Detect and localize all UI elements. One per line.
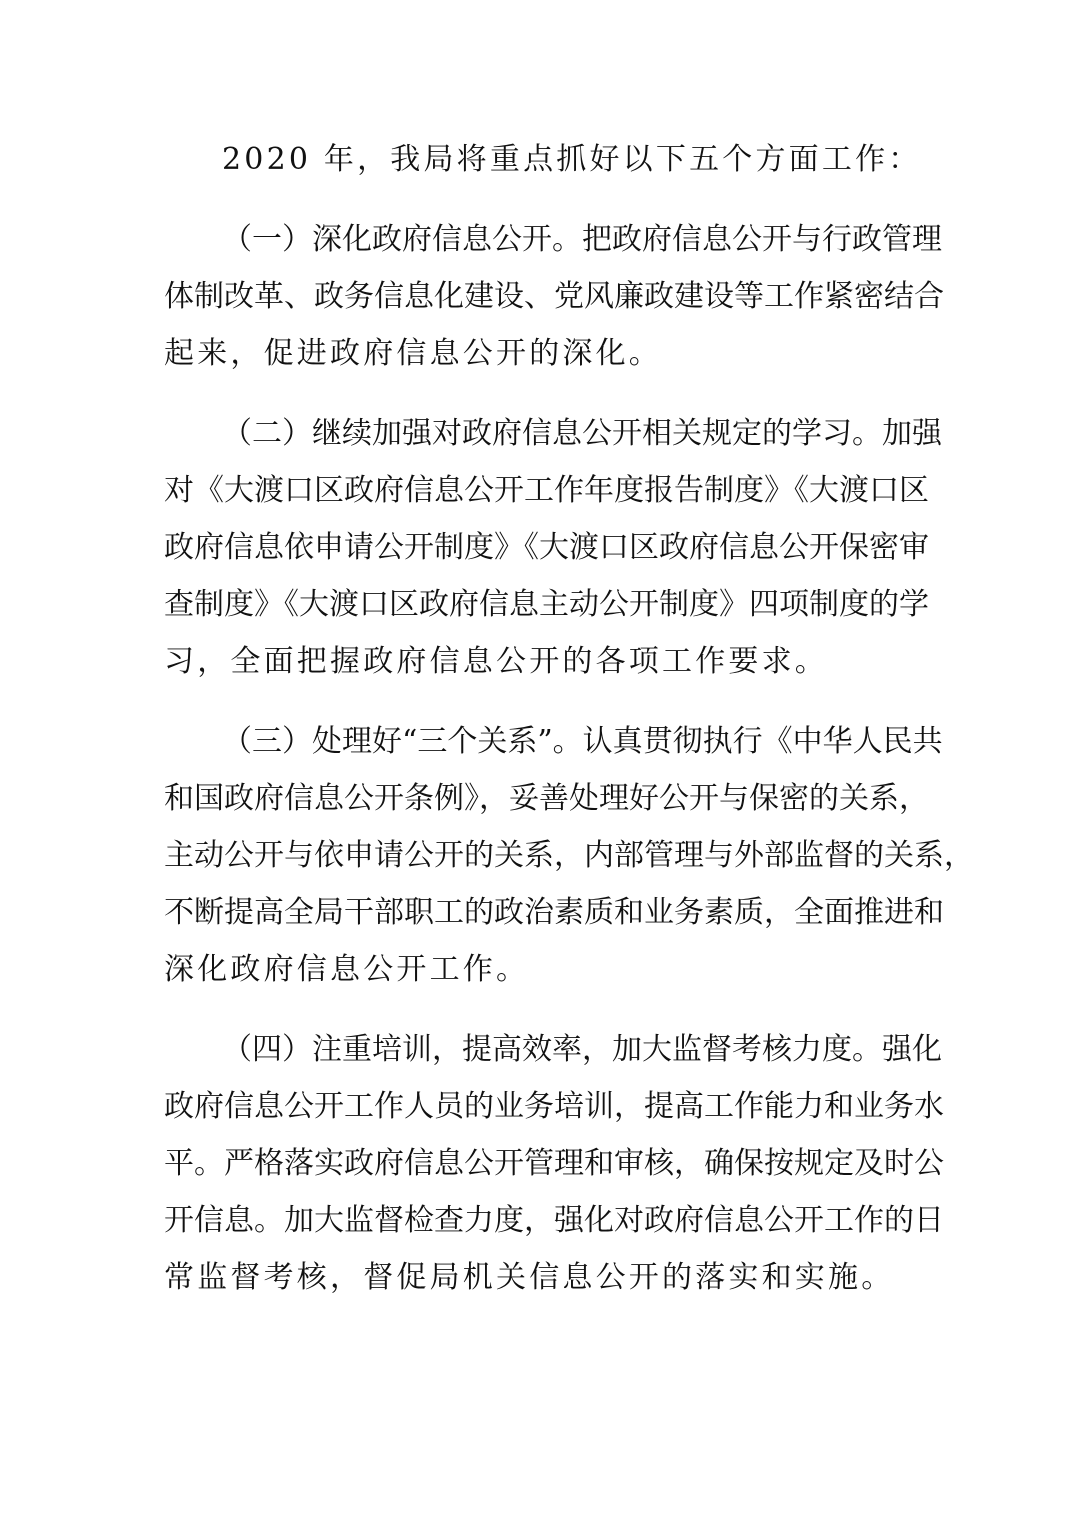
paragraph-line: 对《大渡口区政府信息公开工作年度报告制度》《大渡口区 <box>164 473 929 508</box>
paragraph-line: 体制改革、政务信息化建设、党风廉政建设等工作紧密结合 <box>164 279 944 314</box>
paragraph-line: 不断提高全局干部职工的政治素质和业务素质，全面推进和 <box>164 895 944 930</box>
paragraph-line: 开信息。加大监督检查力度，强化对政府信息公开工作的日 <box>164 1203 944 1238</box>
paragraph-line: 主动公开与依申请公开的关系，内部管理与外部监督的关系， <box>164 838 974 873</box>
paragraph-line: 政府信息依申请公开制度》《大渡口区政府信息公开保密审 <box>164 530 929 565</box>
paragraph-line: （四）注重培训，提高效率，加大监督考核力度。强化 <box>222 1032 942 1067</box>
paragraph-line: （三）处理好“三个关系”。认真贯彻执行《中华人民共 <box>222 724 943 759</box>
paragraph-line: 平。严格落实政府信息公开管理和审核，确保按规定及时公 <box>164 1146 944 1181</box>
paragraph-line: 政府信息公开工作人员的业务培训，提高工作能力和业务水 <box>164 1089 944 1124</box>
paragraph-line: 查制度》《大渡口区政府信息主动公开制度》四项制度的学 <box>164 587 929 622</box>
intro-paragraph: 2020 年，我局将重点抓好以下五个方面工作： <box>222 142 922 177</box>
paragraph-line: 常监督考核，督促局机关信息公开的落实和实施。 <box>164 1260 895 1295</box>
paragraph-line: 深化政府信息公开工作。 <box>164 952 530 987</box>
paragraph-line: 习，全面把握政府信息公开的各项工作要求。 <box>164 644 828 679</box>
paragraph-line: 和国政府信息公开条例》，妥善处理好公开与保密的关系， <box>164 781 929 816</box>
paragraph-line: （一）深化政府信息公开。把政府信息公开与行政管理 <box>222 222 942 257</box>
paragraph-line: （二）继续加强对政府信息公开相关规定的学习。加强 <box>222 416 942 451</box>
paragraph-line: 起来，促进政府信息公开的深化。 <box>164 336 662 371</box>
